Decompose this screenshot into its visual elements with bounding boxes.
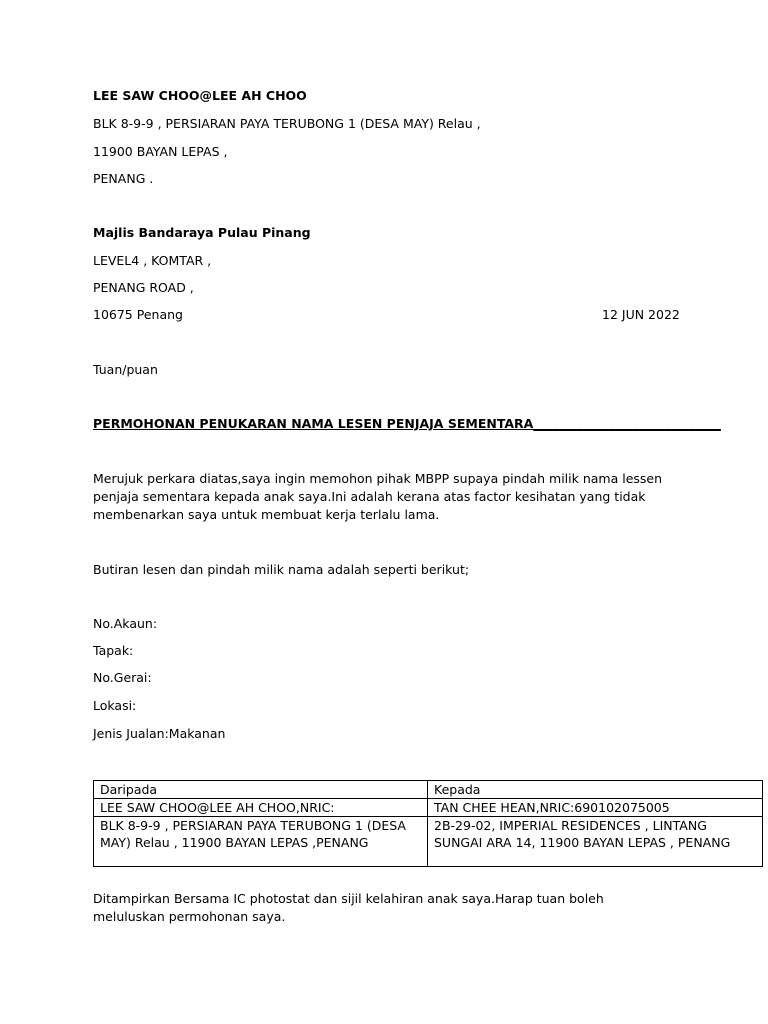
table-row [94, 817, 763, 867]
detail-site: Tapak: [93, 643, 134, 658]
recipient-name: Majlis Bandaraya Pulau Pinang [93, 225, 311, 240]
letter-date: 12 JUN 2022 [602, 307, 680, 322]
to-address: 2B-29-02, IMPERIAL RESIDENCES , LINTANG SUNGAI ARA 14, 11900 BAYAN LEPAS , PENANG [428, 817, 763, 867]
details-intro: Butiran lesen dan pindah milik nama adalah seperti berikut; [93, 562, 470, 577]
recipient-address-line3: 10675 Penang [93, 307, 183, 322]
header-to: Kepada [428, 781, 763, 799]
recipient-address-line2: PENANG ROAD , [93, 280, 194, 295]
sender-address-line2: 11900 BAYAN LEPAS , [93, 144, 228, 159]
transfer-table [93, 780, 763, 867]
subject-heading: PERMOHONAN PENUKARAN NAMA LESEN PENJAJA SEMENTARA______________________________ [93, 416, 721, 431]
sender-address-line3: PENANG . [93, 171, 154, 186]
detail-location: Lokasi: [93, 698, 137, 713]
table-row [94, 781, 763, 799]
from-address: BLK 8-9-9 , PERSIARAN PAYA TERUBONG 1 (DESA MAY) Relau , 11900 BAYAN LEPAS ,PENANG [94, 817, 428, 867]
table-row [94, 799, 763, 817]
detail-account: No.Akaun: [93, 616, 158, 631]
salutation: Tuan/puan [93, 362, 158, 377]
body-paragraph: Merujuk perkara diatas,saya ingin memohon pihak MBPP supaya pindah milik nama lessen penjaja sementara kepada anak saya.Ini adalah kerana atas factor kesihatan yang tidak membenarkan saya untuk membuat kerja terlalu lama. [93, 471, 663, 522]
to-name: TAN CHEE HEAN,NRIC:690102075005 [428, 799, 763, 817]
sender-address-line1: BLK 8-9-9 , PERSIARAN PAYA TERUBONG 1 (DESA MAY) Relau , [93, 116, 481, 131]
detail-sale-type: Jenis Jualan:Makanan [93, 726, 226, 741]
from-name: LEE SAW CHOO@LEE AH CHOO,NRIC: [94, 799, 428, 817]
recipient-address-line1: LEVEL4 , KOMTAR , [93, 253, 212, 268]
sender-name: LEE SAW CHOO@LEE AH CHOO [93, 88, 307, 103]
header-from: Daripada [94, 781, 428, 799]
detail-stall: No.Gerai: [93, 670, 152, 685]
closing-paragraph: Ditampirkan Bersama IC photostat dan sijil kelahiran anak saya.Harap tuan boleh meluluskan permohonan saya. [93, 891, 604, 924]
